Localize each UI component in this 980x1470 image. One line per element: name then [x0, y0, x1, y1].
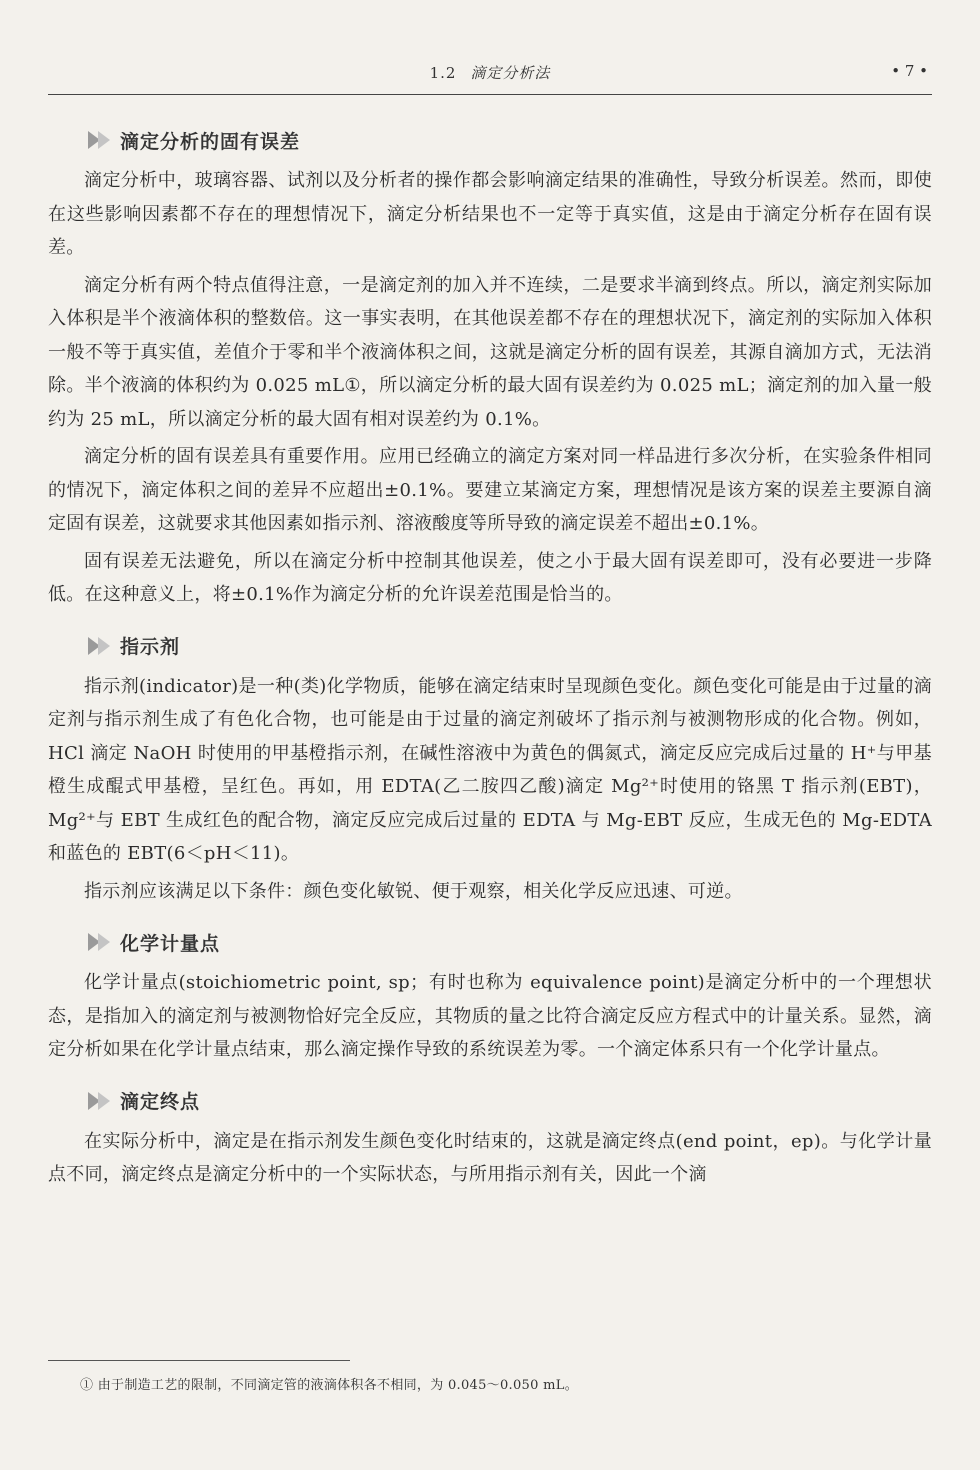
- section-heading: [48, 922, 932, 962]
- footnote-divider: [48, 1360, 350, 1361]
- triangle-bullet-icon: [88, 1091, 114, 1111]
- section-title: 指示剂: [120, 636, 181, 658]
- header-section-number: 1.2: [429, 64, 457, 82]
- section-heading: [48, 626, 932, 666]
- section: [48, 626, 932, 909]
- section-title: 化学计量点: [120, 932, 221, 955]
- header-section-title: 滴定分析法: [470, 64, 551, 82]
- running-header: [48, 60, 932, 95]
- section: [48, 1081, 932, 1192]
- section: [48, 922, 932, 1067]
- page-number: • 7 •: [891, 62, 928, 80]
- body-paragraph: 滴定分析中，玻璃容器、试剂以及分析者的操作都会影响滴定结果的准确性，导致分析误差。然而，即使在这些影响因素都不存在的理想情况下，滴定分析结果也不一定等于真实值，这是由于滴定分析存在固有误差。: [48, 170, 932, 258]
- section-title: 滴定分析的固有误差: [120, 130, 301, 153]
- body-paragraph: 化学计量点(stoichiometric point, sp；有时也称为 equivalence point)是滴定分析中的一个理想状态，是指加入的滴定剂与被测物恰好完全反应，其物质的量之比符合滴定反应方程式中的计量关系。显然，滴定分析如果在化学计量点结束，那么滴定操作导致的系统误差为零。一个滴定体系只有一个化学计量点。: [48, 972, 932, 1060]
- section-heading: [48, 120, 932, 160]
- section: [48, 120, 932, 612]
- triangle-bullet-icon: [88, 932, 114, 952]
- header-section: [48, 62, 932, 83]
- body-paragraph: 指示剂(indicator)是一种(类)化学物质，能够在滴定结束时呈现颜色变化。颜色变化可能是由于过量的滴定剂与指示剂生成了有色化合物，也可能是由于过量的滴定剂破坏了指示剂与被测物形成的化合物。例如，HCl 滴定 NaOH 时使用的甲基橙指示剂，在碱性溶液中为黄色的偶氮式，滴定反应完成后过量的 H⁺与甲基橙生成醌式甲基橙，呈红色。再如，用 EDTA(乙二胺四乙酸)滴定 Mg²⁺时使用的铬黑 T 指示剂(EBT)，Mg²⁺与 EBT 生成红色的配合物，滴定反应完成后过量的 EDTA 与 Mg-EBT 反应，生成无色的 Mg-EDTA 和蓝色的 EBT(6＜pH＜11)。: [48, 675, 932, 864]
- body-paragraph: 指示剂应该满足以下条件：颜色变化敏锐、便于观察，相关化学反应迅速、可逆。: [84, 880, 743, 902]
- triangle-bullet-icon: [88, 636, 114, 656]
- section-heading: [48, 1081, 932, 1121]
- footnote: ① 由于制造工艺的限制，不同滴定管的液滴体积各不相同，为 0.045～0.050 mL。: [80, 1378, 578, 1393]
- body-paragraph: 滴定分析的固有误差具有重要作用。应用已经确立的滴定方案对同一样品进行多次分析，在实验条件相同的情况下，滴定体积之间的差异不应超出±0.1%。要建立某滴定方案，理想情况是该方案的误差主要源自滴定固有误差，这就要求其他因素如指示剂、溶液酸度等所导致的滴定误差不超出±0.1%。: [48, 446, 932, 534]
- main-content: [48, 120, 932, 1206]
- section-title: 滴定终点: [120, 1091, 201, 1113]
- body-paragraph: 固有误差无法避免，所以在滴定分析中控制其他误差，使之小于最大固有误差即可，没有必要进一步降低。在这种意义上，将±0.1%作为滴定分析的允许误差范围是恰当的。: [48, 550, 932, 605]
- triangle-bullet-icon: [88, 130, 114, 150]
- body-paragraph: 滴定分析有两个特点值得注意，一是滴定剂的加入并不连续，二是要求半滴到终点。所以，滴定剂实际加入体积是半个液滴体积的整数倍。这一事实表明，在其他误差都不存在的理想状况下，滴定剂的实际加入体积一般不等于真实值，差值介于零和半个液滴体积之间，这就是滴定分析的固有误差，其源自滴加方式，无法消除。半个液滴的体积约为 0.025 mL①，所以滴定分析的最大固有误差约为 0.025 mL；滴定剂的加入量一般约为 25 mL，所以滴定分析的最大固有相对误差约为 0.1%。: [48, 274, 932, 430]
- body-paragraph: 在实际分析中，滴定是在指示剂发生颜色变化时结束的，这就是滴定终点(end point，ep)。与化学计量点不同，滴定终点是滴定分析中的一个实际状态，与所用指示剂有关，因此一个滴: [48, 1130, 932, 1185]
